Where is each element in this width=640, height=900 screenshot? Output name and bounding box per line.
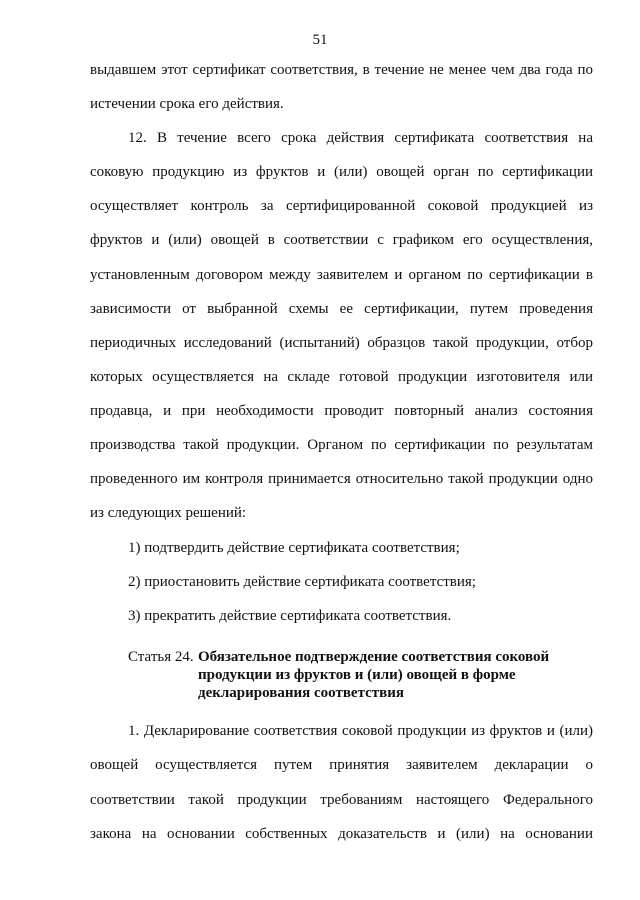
article-title-line: продукции из фруктов и (или) овощей в форме <box>198 667 516 683</box>
text-line: продавца, и при необходимости проводит повторный анализ состояния <box>90 403 593 419</box>
list-item: 3) прекратить действие сертификата соответствия. <box>128 608 452 624</box>
text-line: осуществляет контроль за сертифицированной соковой продукцией из <box>90 198 593 214</box>
text-line: выдавшем этот сертификат соответствия, в течение не менее чем два года по <box>90 62 593 78</box>
text-line: 1. Декларирование соответствия соковой продукции из фруктов и (или) <box>128 723 593 739</box>
text-line: производства такой продукции. Органом по сертификации по результатам <box>90 437 593 453</box>
text-line: зависимости от выбранной схемы ее сертификации, путем проведения <box>90 301 593 317</box>
text-line: овощей осуществляется путем принятия заявителем декларации о <box>90 757 593 773</box>
article-title <box>198 648 593 702</box>
article-label: Статья 24. <box>128 649 194 665</box>
text-line: которых осуществляется на складе готовой продукции изготовителя или <box>90 369 593 385</box>
text-line: закона на основании собственных доказательств и (или) на основании <box>90 826 593 842</box>
article-title-line: декларирования соответствия <box>198 685 405 701</box>
article-title-line: Обязательное подтверждение соответствия соковой <box>198 649 550 665</box>
page-number: 51 <box>312 32 328 48</box>
text-line: соковую продукцию из фруктов и (или) овощей орган по сертификации <box>90 164 593 180</box>
text-line: проведенного им контроля принимается относительно такой продукции одно <box>90 471 593 487</box>
list-item: 1) подтвердить действие сертификата соответствия; <box>128 540 460 556</box>
list-item: 2) приостановить действие сертификата соответствия; <box>128 574 476 590</box>
text-line: истечении срока его действия. <box>90 96 284 112</box>
text-line: из следующих решений: <box>90 505 247 521</box>
text-line: периодичных исследований (испытаний) образцов такой продукции, отбор <box>90 335 593 351</box>
text-line: фруктов и (или) овощей в соответствии с графиком его осуществления, <box>90 232 593 248</box>
text-line: установленным договором между заявителем и органом по сертификации в <box>90 267 593 283</box>
text-line: 12. В течение всего срока действия сертификата соответствия на <box>128 130 593 146</box>
text-line: соответствии такой продукции требованиям настоящего Федерального <box>90 792 593 808</box>
